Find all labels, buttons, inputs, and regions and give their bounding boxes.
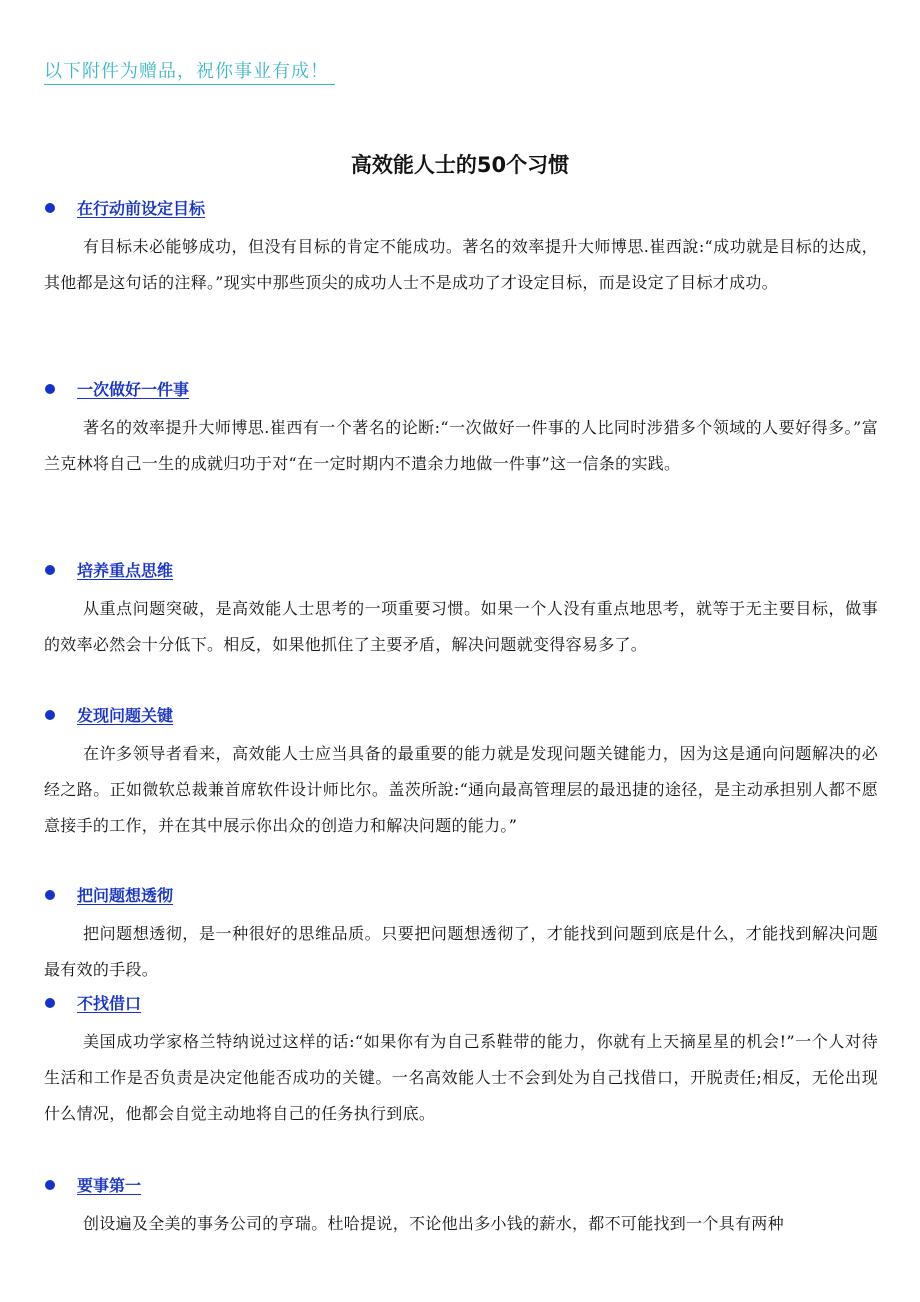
section-body: 从重点问题突破，是高效能人士思考的一项重要习惯。如果一个人没有重点地思考，就等于无主要目标，做事的效率必然会十分低下。相反，如果他抓住了主要矛盾，解决问题就变得容易多了。: [44, 599, 878, 654]
section-body: 著名的效率提升大师博思.崔西有一个著名的论断:“一次做好一件事的人比同时涉猎多个领域的人要好得多。”富兰克林将自己一生的成就归功于对“在一定时期内不遣余力地做一件事”这一信条的实践。: [44, 418, 878, 473]
section-body: 创设遍及全美的事务公司的亨瑞。杜哈提说，不论他出多小钱的薪水，都不可能找到一个具有两种: [83, 1214, 784, 1233]
bullet-icon: [45, 203, 55, 213]
section-set-goals: [44, 196, 878, 301]
section-first-things-first: [44, 1173, 878, 1242]
section-find-key-problem: [44, 703, 878, 844]
section-think-through: [44, 883, 878, 988]
section-heading: 把问题想透彻: [77, 886, 174, 905]
bullet-icon: [45, 565, 55, 575]
document-title: 高效能人士的50个习惯: [350, 153, 570, 177]
gift-note: 以下附件为赠品，祝你事业有成！: [44, 57, 335, 85]
section-body: 把问题想透彻，是一种很好的思维品质。只要把问题想透彻了，才能找到问题到底是什么，才能找到解决问题最有效的手段。: [44, 924, 878, 979]
section-body: 在许多领导者看来，高效能人士应当具备的最重要的能力就是发现问题关键能力，因为这是通向问题解决的必经之路。正如微软总裁兼首席软件设计师比尔。盖茨所說:“通向最高管理层的最迅捷的途径，是主动承担别人都不愿意接手的工作，并在其中展示你出众的创造力和解决问题的能力。”: [44, 744, 878, 835]
bullet-icon: [45, 710, 55, 720]
bullet-icon: [45, 1180, 55, 1190]
bullet-icon: [45, 998, 55, 1008]
bullet-icon: [45, 890, 55, 900]
section-heading: 不找借口: [77, 994, 142, 1013]
section-body: 美国成功学家格兰特纳说过这样的话:“如果你有为自己系鞋带的能力，你就有上天摘星星的机会!”一个人对待生活和工作是否负责是决定他能否成功的关键。一名高效能人士不会到处为自己找借口，开脱责任;相反，无伦出现什么情况，他都会自觉主动地将自己的任务执行到底。: [44, 1032, 878, 1123]
section-heading: 培养重点思维: [77, 561, 174, 580]
section-heading: 一次做好一件事: [77, 380, 190, 399]
section-heading: 要事第一: [77, 1176, 142, 1195]
bullet-icon: [45, 384, 55, 394]
section-no-excuses: [44, 991, 878, 1132]
section-body: 有目标未必能够成功，但没有目标的肯定不能成功。著名的效率提升大师博思.崔西說:“成功就是目标的达成，其他都是这句话的注释。”现实中那些顶尖的成功人士不是成功了才设定目标，而是设定了目标才成功。: [44, 237, 878, 292]
section-heading: 在行动前设定目标: [77, 199, 206, 218]
section-one-thing-at-a-time: [44, 377, 878, 482]
section-focus-thinking: [44, 558, 878, 663]
section-heading: 发现问题关键: [77, 706, 174, 725]
